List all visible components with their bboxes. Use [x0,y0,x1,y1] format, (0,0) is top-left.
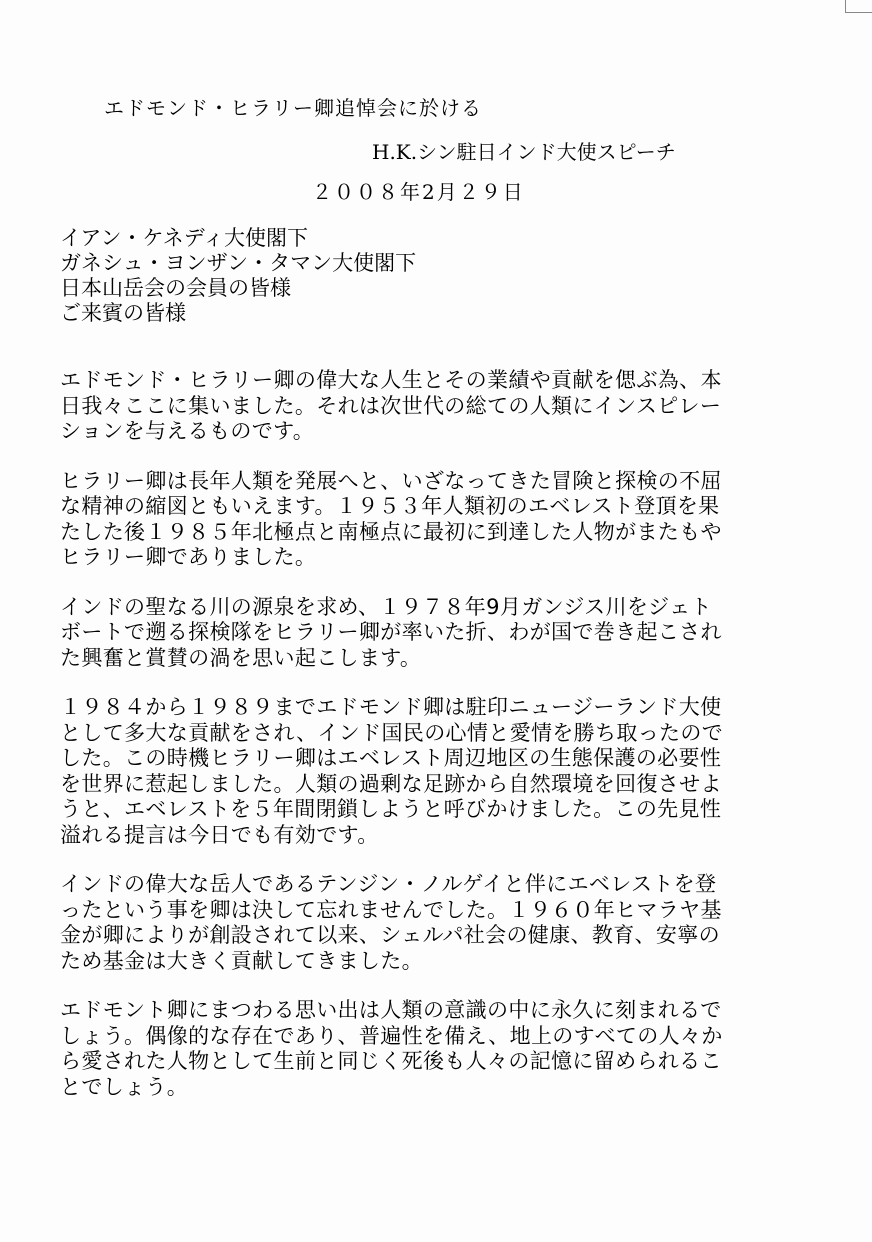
text-line: ため基金は大きく貢献してきました。 [60,948,423,973]
speech-date: ２００８年2月２９日 [312,180,525,204]
text-line: １９８４から１９８９までエドモンド卿は駐印ニュージーランド大使 [60,695,722,719]
text-line: エドモンド・ヒラリー卿の偉大な人生とその業績や貢献を偲ぶ為、本 [60,368,722,392]
text-line: として多大な貢献をされ、インド国民の心情と愛情を勝ち取ったので [60,720,724,745]
speech-speaker: H.K.シン駐日インド大使スピーチ [372,140,676,164]
text-line: インドの偉大な岳人であるテンジン・ノルゲイと伴にエベレストを登 [60,872,717,896]
addressee-item: イアン・ケネディ大使閣下 [60,226,309,250]
text-line: 溢れる提言は今日でも有効です。 [60,822,379,847]
paragraph [60,595,780,672]
text-line: ヒラリー卿でありました。 [60,545,317,569]
addressee-list [60,226,416,326]
text-line: 金が卿によりが創設されて以来、シェルパ社会の健康、教育、安寧の [60,923,720,947]
paragraph [60,998,780,1100]
text-line: を世界に惹起しました。人類の過剰な足跡から自然環境を回復させよ [60,771,722,796]
paragraph [60,368,780,445]
text-line: うと、エベレストを５年間閉鎖しようと呼びかけました。この先見性 [60,797,722,821]
text-line: した。この時機ヒラリー卿はエベレスト周辺地区の生態保護の必要性 [60,746,722,770]
text-line: しょう。偶像的な存在であり、普遍性を備え、地上のすべての人々か [60,1023,723,1048]
text-line: たした後１９８５年北極点と南極点に最初に到達した人物がまたもや [60,519,722,544]
speech-title: エドモンド・ヒラリー卿追悼会に於ける [104,96,482,120]
addressee-item: ガネシュ・ヨンザン・タマン大使閣下 [60,251,417,275]
text-line: ヒラリー卿は長年人類を発展へと、いざなってきた冒険と探検の不屈 [60,468,722,493]
text-line: インドの聖なる川の源泉を求め、１９７８年9月ガンジス川をジェト [60,594,712,619]
speech-body [60,368,780,1124]
text-line: ら愛された人物として生前と同じく死後も人々の記憶に留められるこ [60,1049,722,1073]
scan-corner-mark [845,0,872,13]
text-line: た興奮と賞賛の渦を思い起こします。 [60,645,422,670]
text-line: ったという事を卿は決して忘れませんでした。１９６０年ヒマラヤ基 [60,897,722,922]
paragraph [60,469,780,571]
paragraph [60,872,780,974]
paragraph [60,695,780,848]
text-line: ボートで遡る探検隊をヒラリー卿が率いた折、わが国で巻き起こされ [60,620,722,644]
text-line: ションを与えるものです。 [60,419,315,443]
text-line: 日我々ここに集いました。それは次世代の総ての人類にインスピレー [60,393,722,418]
text-line: エドモント卿にまつわる思い出は人類の意識の中に永久に刻まれるで [60,998,722,1022]
addressee-item: ご来賓の皆様 [60,301,186,325]
addressee-item: 日本山岳会の会員の皆様 [60,276,291,300]
text-line: な精神の縮図ともいえます。１９５３年人類初のエベレスト登頂を果 [60,494,720,518]
text-line: とでしょう。 [60,1074,189,1099]
